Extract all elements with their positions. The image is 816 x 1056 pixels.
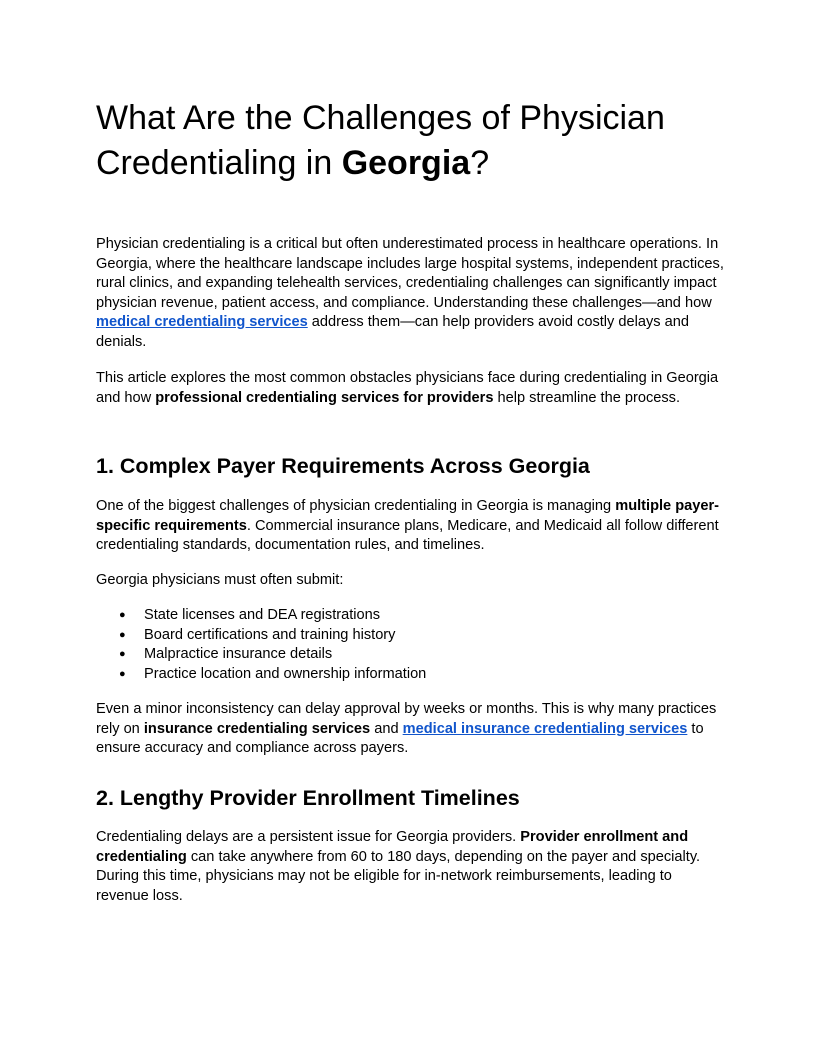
list-item-text: Malpractice insurance details xyxy=(144,646,333,662)
page-title xyxy=(96,96,726,186)
s2-p1-bold: Provider enrollment and credentialing xyxy=(96,829,689,865)
intro-paragraph-1 xyxy=(96,235,726,352)
section-2-paragraph-1 xyxy=(96,828,726,906)
s1-p1-text-2: . Commercial insurance plans, Medicare, and Medicaid all follow different credentialing standards, documentation rules, and timelines. xyxy=(96,517,719,553)
section-1-list-block xyxy=(96,606,726,684)
section-2-heading-block xyxy=(96,785,726,811)
s1-p2-text: Georgia physicians must often submit: xyxy=(96,572,344,588)
requirements-list xyxy=(96,606,726,684)
list-item-text: Board certifications and training history xyxy=(144,626,396,643)
bullet-icon: ● xyxy=(119,667,126,680)
intro-p1-text-1: Physician credentialing is a critical but often underestimated process in healthcare operations. In Georgia, where the healthcare landscape includes large hospital systems, independent practices, rural clinics, and expanding telehealth services, credentialing challenges can significantly impact physician revenue, patient access, and compliance. Understanding these challenges—and how xyxy=(96,236,724,311)
title-line-2-suffix: ? xyxy=(470,144,490,182)
section-2-heading: 2. Lengthy Provider Enrollment Timelines xyxy=(96,786,520,810)
s2-p1-text-2: can take anywhere from 60 to 180 days, depending on the payer and specialty. During this time, physicians may not be eligible for in-network reimbursements, leading to revenue loss. xyxy=(96,848,701,904)
medical-insurance-credentialing-services-link[interactable]: medical insurance credentialing services xyxy=(402,720,688,737)
intro-p2-bold: professional credentialing services for providers xyxy=(155,389,494,406)
title-line-2-prefix: Credentialing in xyxy=(96,144,342,182)
section-1-heading: 1. Complex Payer Requirements Across Georgia xyxy=(96,454,590,478)
intro-p2-text-2: help streamline the process. xyxy=(493,389,681,406)
title-line-1: What Are the Challenges of Physician xyxy=(96,99,665,137)
s1-p3-text-3: to ensure accuracy and compliance across payers. xyxy=(96,720,704,756)
s1-p1-bold: multiple payer-specific requirements xyxy=(96,498,720,534)
medical-credentialing-services-link[interactable]: medical credentialing services xyxy=(96,314,308,330)
s1-p3-text-2: and xyxy=(370,720,403,737)
list-item-text: State licenses and DEA registrations xyxy=(144,607,381,623)
list-item xyxy=(96,606,726,626)
title-line-2-bold: Georgia xyxy=(341,144,471,182)
section-1-paragraph-3 xyxy=(96,700,726,759)
s2-p1-text-1: Credentialing delays are a persistent issue for Georgia providers. xyxy=(96,829,521,845)
intro-p2-text-1: This article explores the most common obstacles physicians face during credentialing in Georgia and how xyxy=(96,370,719,406)
list-item xyxy=(96,645,726,665)
section-1-paragraph-1 xyxy=(96,497,726,556)
list-item xyxy=(96,665,726,685)
bullet-icon: ● xyxy=(119,628,126,641)
intro-paragraph-2 xyxy=(96,369,726,408)
section-1-heading-block xyxy=(96,453,726,479)
list-item xyxy=(96,626,726,646)
bullet-icon: ● xyxy=(119,648,126,660)
s1-p3-text-1: Even a minor inconsistency can delay approval by weeks or months. This is why many practices rely on xyxy=(96,701,717,737)
intro-p1-text-2: address them—can help providers avoid costly delays and denials. xyxy=(96,314,689,350)
s1-p1-text-1: One of the biggest challenges of physician credentialing in Georgia is managing xyxy=(96,498,616,514)
bullet-icon: ● xyxy=(119,609,126,621)
s1-p3-bold: insurance credentialing services xyxy=(143,720,371,737)
section-1-paragraph-2 xyxy=(96,571,726,591)
list-item-text: Practice location and ownership information xyxy=(144,665,427,682)
